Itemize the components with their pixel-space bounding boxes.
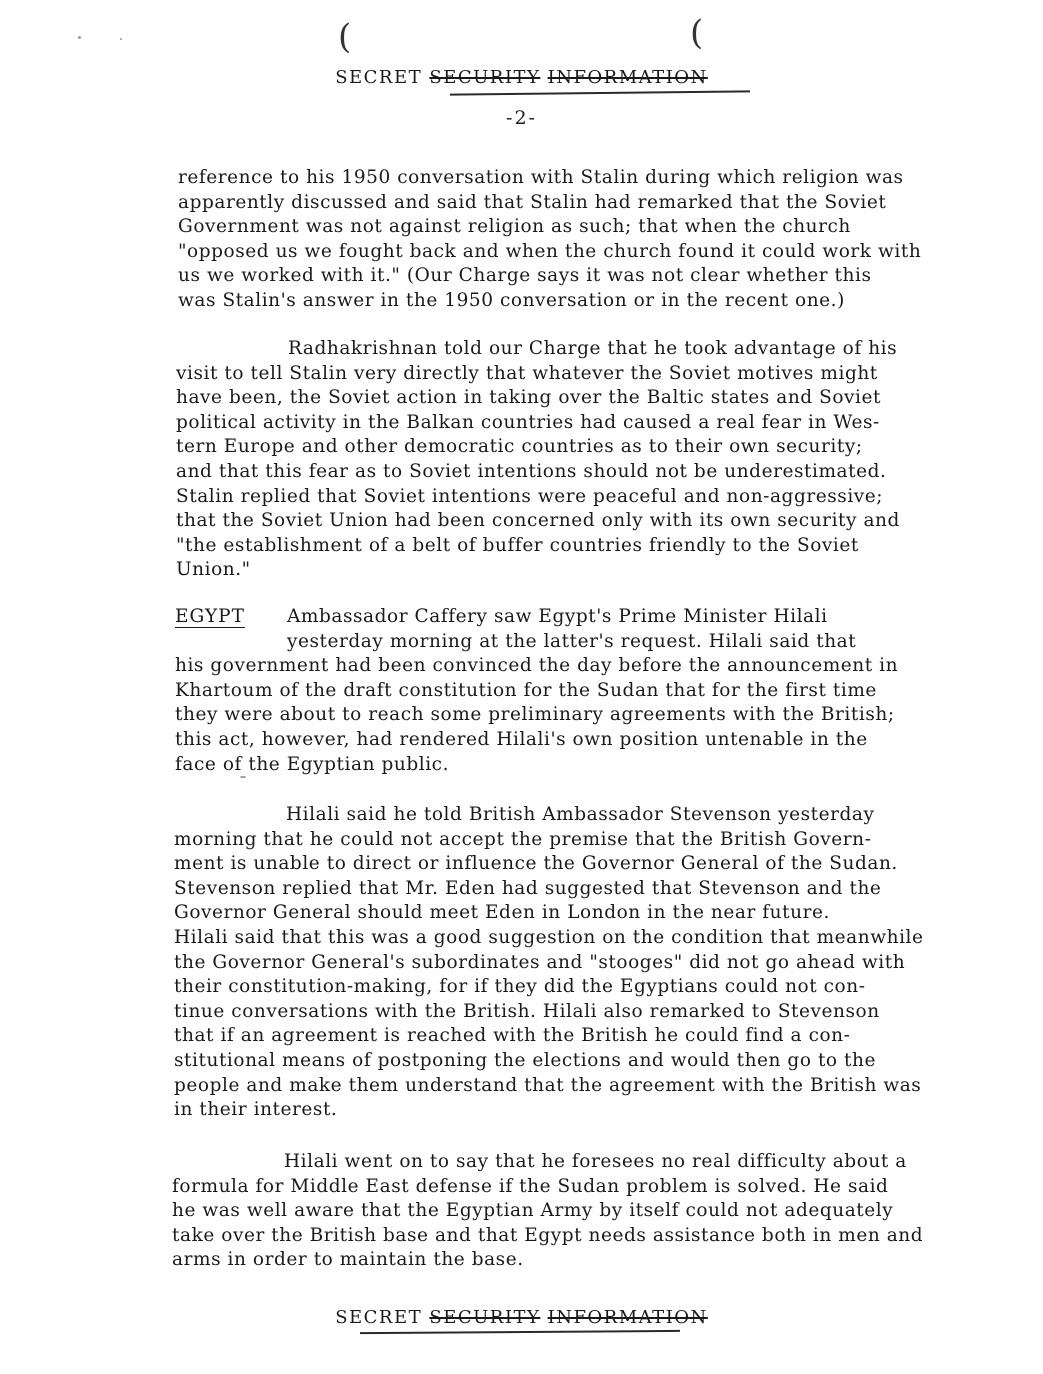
text-line: "the establishment of a belt of buffer countries friendly to the Soviet [176,534,859,556]
text-line: he was well aware that the Egyptian Army by itself could not adequately [172,1200,894,1222]
text-line: Hilali went on to say that he foresees no real difficulty about a [284,1151,907,1172]
section-label-egypt: EGYPT [175,606,245,627]
scan-mark-right: ( [690,13,704,53]
text-line: Khartoum of the draft constitution for the Sudan that for the first time [175,679,877,701]
text-line: was Stalin's answer in the 1950 conversation or in the recent one.) [178,289,845,311]
text-line: Government was not against religion as such; that when the church [178,216,851,238]
text-line: take over the British base and that Egypt needs assistance both in men and [172,1224,924,1246]
text-line: Ambassador Caffery saw Egypt's Prime Minister Hilali [287,606,828,627]
text-line: and that this fear as to Soviet intentions should not be underestimated. [176,460,887,482]
text-line: tern Europe and other democratic countries as to their own security; [176,436,863,458]
paragraph [172,1150,923,1273]
text-line: face of the Egyptian public. [175,753,450,775]
classification-word: INFORMATION [547,67,708,88]
classification-word: SECRET [335,1307,423,1328]
text-line: formula for Middle East defense if the Sudan problem is solved. He said [172,1175,889,1197]
header-underline [450,90,750,95]
text-line: Governor General should meet Eden in London in the near future. [174,902,830,924]
text-line: this act, however, had rendered Hilali's own position untenable in the [175,728,868,750]
header-classification [0,66,1043,90]
text-line: stitutional means of postponing the elections and would then go to the [174,1049,876,1071]
text-line: his government had been convinced the day before the announcement in [175,655,899,677]
text-line: that the Soviet Union had been concerned only with its own security and [176,510,900,532]
scan-mark-left: ( [338,17,352,57]
text-line: Union." [176,559,251,581]
text-line: they were about to reach some preliminary agreements with the British; [175,704,895,726]
page-number: -2- [506,107,537,129]
text-line: Hilali said that this was a good suggestion on the condition that meanwhile [174,926,924,948]
classification-word: SECURITY [429,1307,541,1328]
text-line: morning that he could not accept the premise that the British Govern- [174,828,872,850]
text-line: that if an agreement is reached with the British he could find a con- [174,1025,851,1047]
text-line: visit to tell Stalin very directly that whatever the Soviet motives might [176,362,878,384]
footer-underline [360,1330,680,1334]
text-line: "opposed us we fought back and when the church found it could work with [178,240,922,262]
scan-speck [78,36,81,39]
scan-speck [120,38,122,40]
text-line: tinue conversations with the British. Hilali also remarked to Stevenson [174,1000,880,1022]
text-line: in their interest. [174,1099,338,1121]
text-line: ment is unable to direct or influence the Governor General of the Sudan. [174,853,898,875]
text-line: people and make them understand that the agreement with the British was [174,1074,922,1096]
text-line: the Governor General's subordinates and "stooges" did not go ahead with [174,951,906,973]
paragraph [176,337,900,583]
text-line: arms in order to maintain the base. [172,1249,524,1271]
text-line: have been, the Soviet action in taking over the Baltic states and Soviet [176,387,881,409]
text-line: Stevenson replied that Mr. Eden had suggested that Stevenson and the [174,877,882,899]
text-line: Stalin replied that Soviet intentions were peaceful and non-aggressive; [176,485,884,507]
classification-word: SECRET [335,67,423,88]
paragraph [175,605,898,777]
text-line: reference to his 1950 conversation with Stalin during which religion was [178,167,904,188]
text-line: Radhakrishnan told our Charge that he took advantage of his [288,338,898,359]
classification-word: INFORMATION [547,1307,708,1328]
classification-word: SECURITY [429,67,541,88]
paragraph [178,166,921,314]
text-line: apparently discussed and said that Stalin had remarked that the Soviet [178,191,887,213]
text-line: their constitution-making, for if they did the Egyptians could not con- [174,976,866,998]
text-line: political activity in the Balkan countries had caused a real fear in Wes- [176,411,880,433]
paragraph [174,803,924,1123]
text-line: yesterday morning at the latter's request. Hilali said that [287,630,857,652]
text-line: us we worked with it." (Our Charge says it was not clear whether this [178,265,872,287]
text-line: Hilali said he told British Ambassador Stevenson yesterday [286,804,875,825]
footer-classification [0,1306,1043,1330]
